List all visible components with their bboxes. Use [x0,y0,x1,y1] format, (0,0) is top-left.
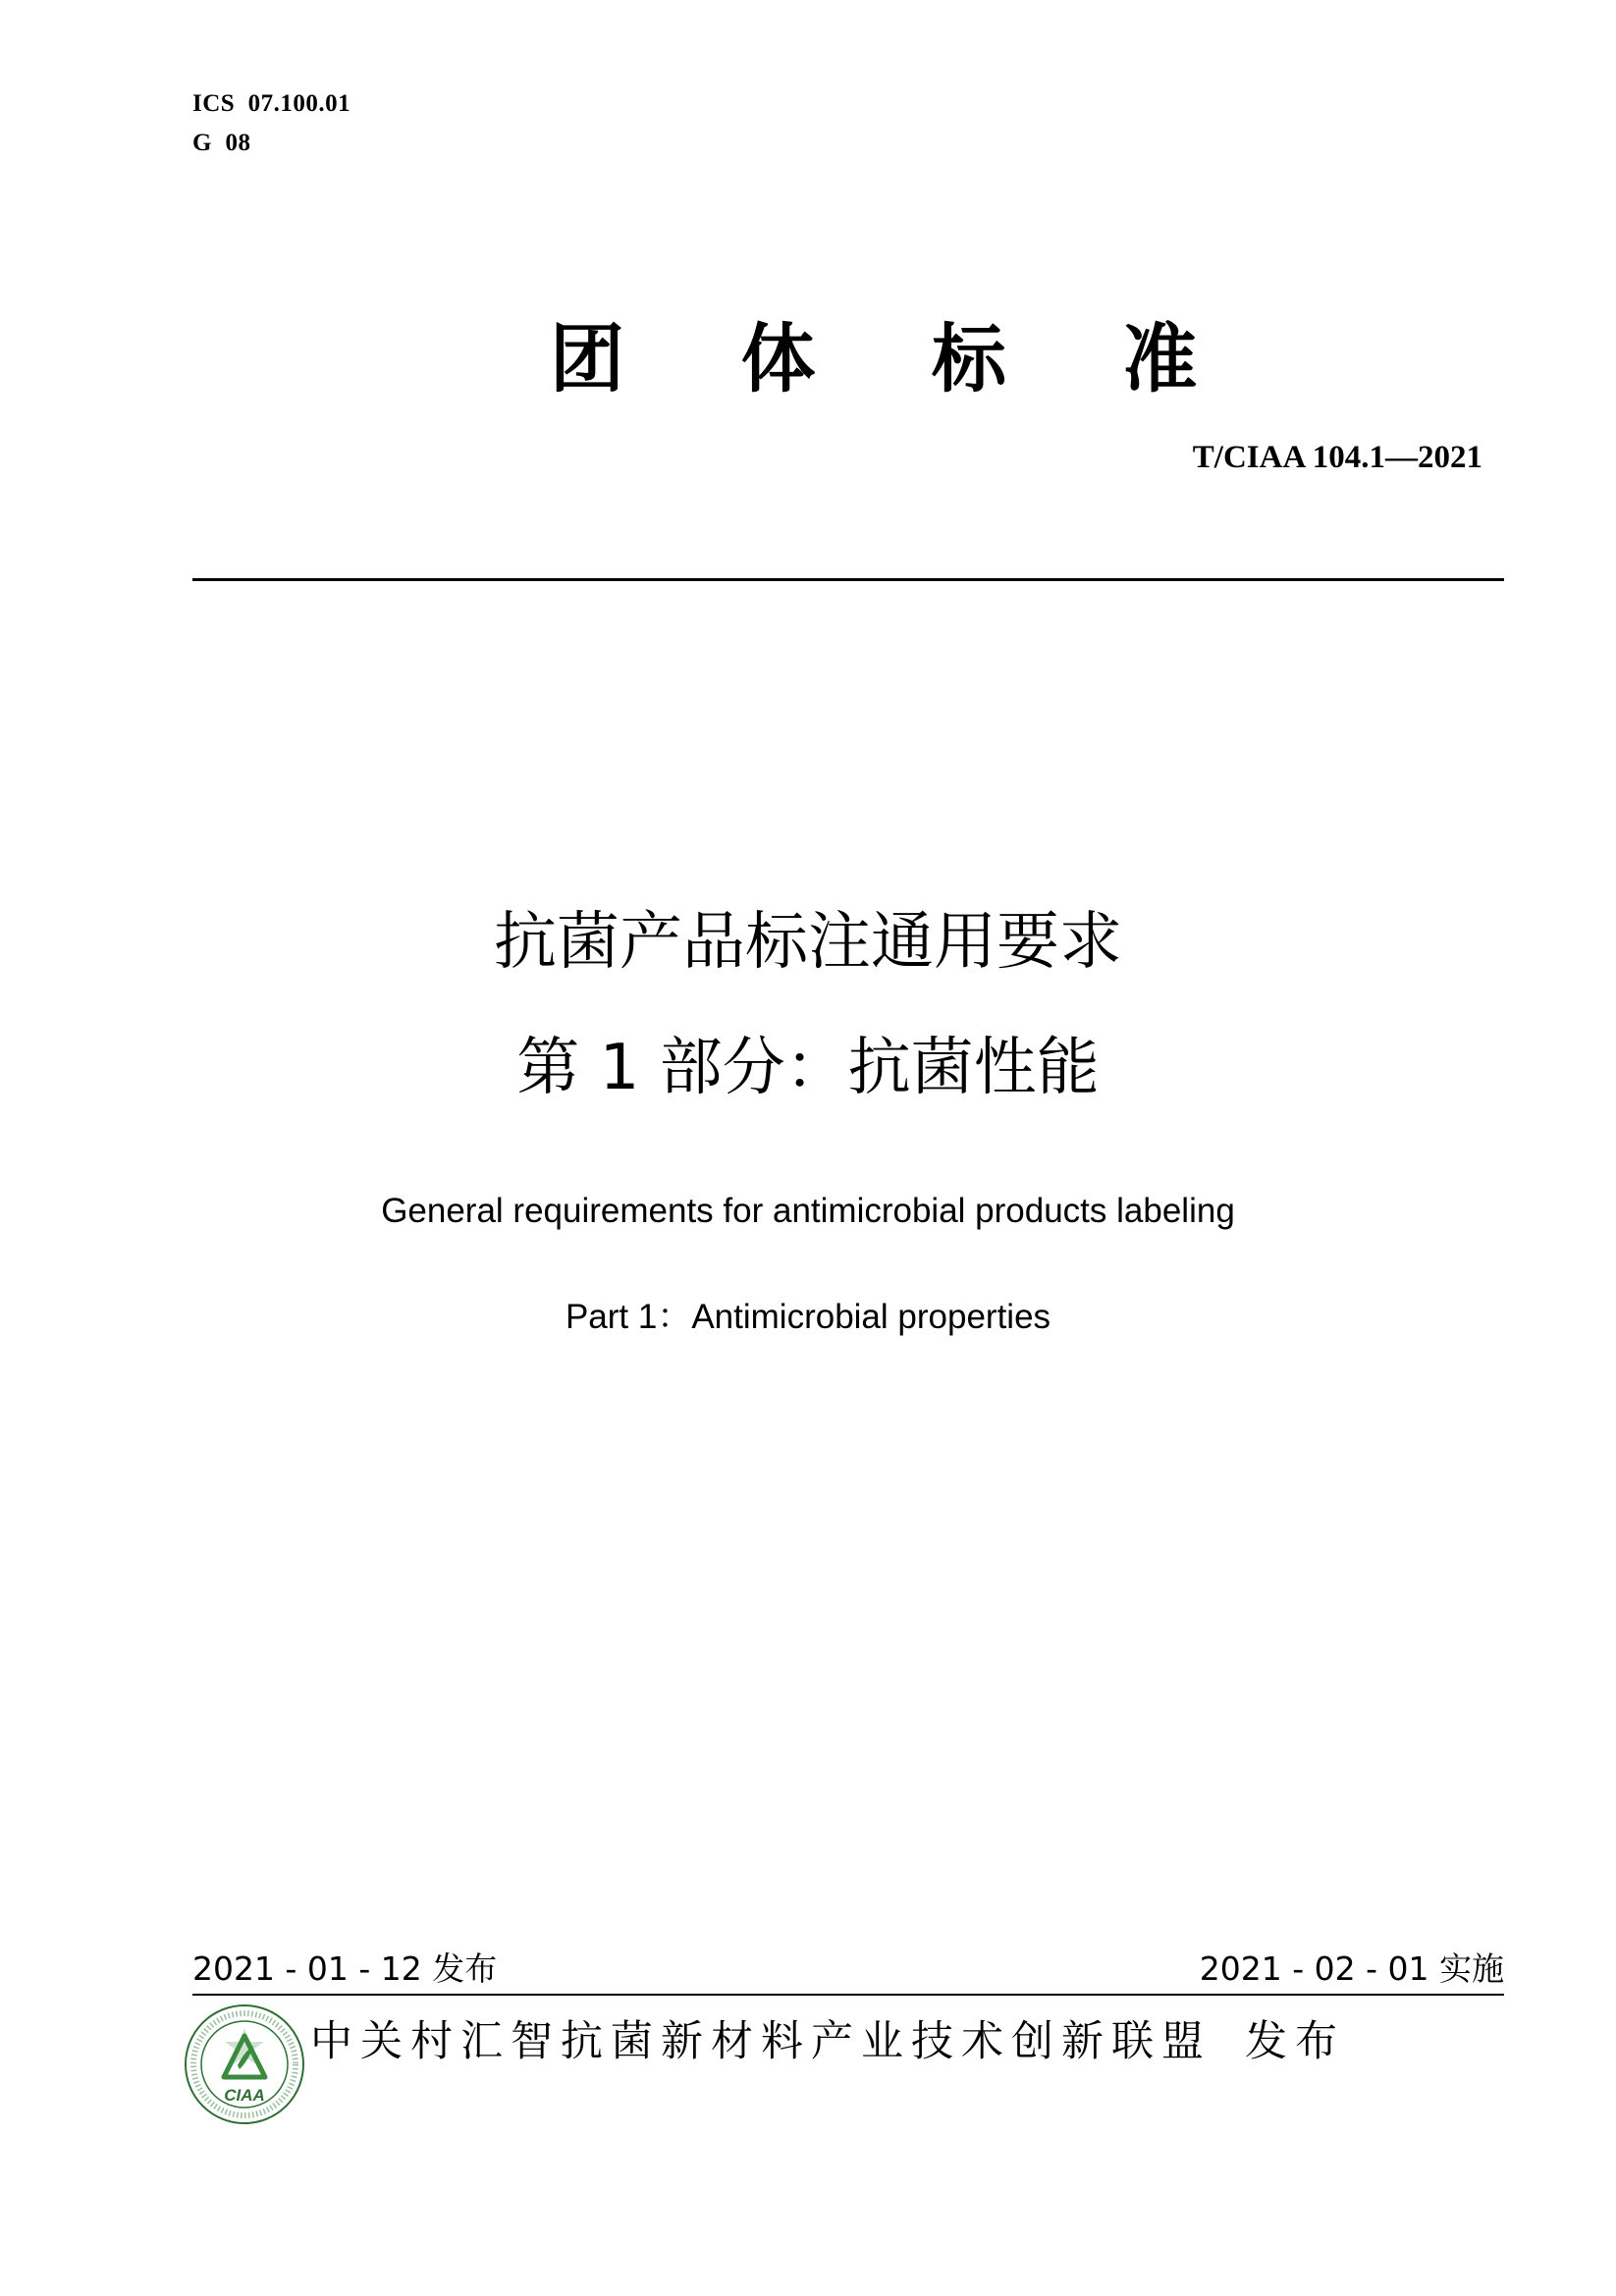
publisher-action: 发布 [1245,2017,1345,2066]
implementation-date: 2021 - 02 - 01 实施 [1199,1949,1504,1988]
title-en-line2: Part 1：Antimicrobial properties [565,1298,1051,1336]
publisher-name: 中关村汇智抗菌新材料产业技术创新联盟 [310,2017,1212,2066]
publisher-line [310,2012,1345,2071]
ics-code: ICS 07.100.01 [192,90,351,117]
logo-text: CIAA [224,2086,265,2105]
issue-date: 2021 - 01 - 12 发布 [192,1949,498,1988]
title-zh-line1: 抗菌产品标注通用要求 [494,906,1122,979]
title-en-line1: General requirements for antimicrobial products labeling [381,1192,1235,1230]
document-type-heading: 团 体 标 准 [550,315,1243,402]
ccs-code: G 08 [192,130,251,156]
classification-codes [192,84,350,163]
header-divider [192,578,1504,581]
footer-divider [192,1994,1504,1996]
ciaa-logo [183,2002,306,2126]
standard-number: T/CIAA 104.1—2021 [1192,440,1482,475]
title-zh-line2: 第 1 部分：抗菌性能 [516,1032,1100,1104]
